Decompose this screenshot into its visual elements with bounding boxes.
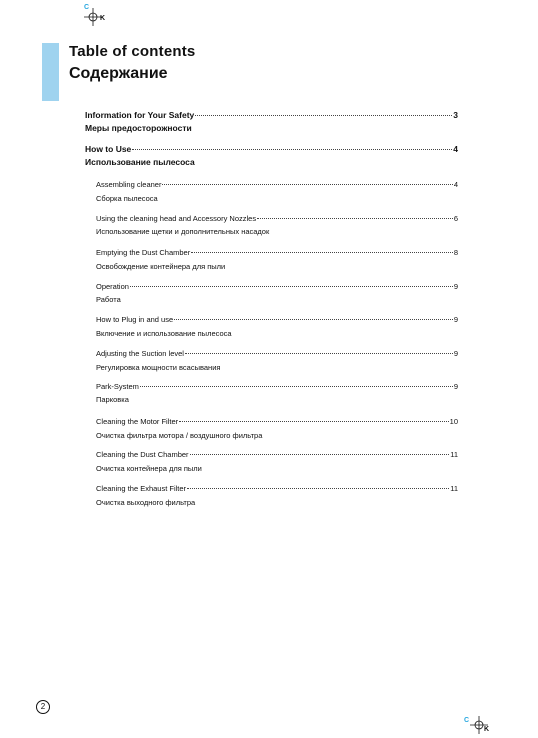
toc-entry-plug-in[interactable]	[96, 315, 458, 324]
toc-entry-page: 4	[453, 180, 458, 189]
toc-entry-title: Assembling cleaner	[96, 180, 162, 189]
dot-leader	[185, 353, 453, 354]
toc-entry-title: Cleaning the Dust Chamber	[96, 450, 189, 459]
toc-entry-page: 9	[453, 315, 458, 324]
toc-entry-how-to-use[interactable]	[85, 144, 458, 154]
toc-entry-exhaust-filter[interactable]	[96, 484, 458, 493]
toc-entry-subtitle: Включение и использование пылесоса	[96, 329, 232, 338]
toc-entry-page: 6	[453, 214, 458, 223]
page-title-en: Table of contents	[69, 43, 196, 60]
dot-leader	[187, 488, 449, 489]
toc-entry-operation[interactable]	[96, 282, 458, 291]
toc-entry-title: Cleaning the Exhaust Filter	[96, 484, 187, 493]
toc-entry-title: How to Plug in and use	[96, 315, 174, 324]
page-title-ru: Содержание	[69, 65, 168, 82]
toc-entry-page: 9	[453, 282, 458, 291]
registration-k-label: K	[484, 726, 490, 733]
toc-entry-page: 4	[453, 144, 458, 154]
toc-entry-page: 8	[453, 248, 458, 257]
toc-entry-subtitle: Парковка	[96, 395, 129, 404]
toc-entry-cleaning-head[interactable]	[96, 214, 458, 223]
dot-leader	[174, 319, 453, 320]
toc-entry-subtitle: Освобождение контейнера для пыли	[96, 262, 226, 271]
crosshair-icon	[84, 8, 102, 26]
toc-entry-page: 9	[453, 349, 458, 358]
dot-leader	[257, 218, 453, 219]
toc-entry-title: Cleaning the Motor Filter	[96, 417, 179, 426]
toc-entry-assembling[interactable]	[96, 180, 458, 189]
dot-leader	[179, 421, 449, 422]
dot-leader	[130, 286, 453, 287]
crosshair-icon	[470, 716, 488, 734]
registration-mark-bottom	[464, 712, 494, 738]
toc-entry-page: 10	[449, 417, 458, 426]
toc-entry-title: Using the cleaning head and Accessory Nozzles	[96, 214, 257, 223]
registration-c-label: C	[464, 717, 470, 724]
toc-entry-emptying[interactable]	[96, 248, 458, 257]
toc-entry-title: Information for Your Safety	[85, 110, 195, 120]
toc-entry-subtitle: Использование пылесоса	[85, 157, 195, 167]
toc-entry-subtitle: Регулировка мощности всасывания	[96, 363, 221, 372]
toc-entry-subtitle: Работа	[96, 295, 121, 304]
dot-leader	[195, 115, 452, 116]
registration-k-label: K	[100, 15, 106, 22]
toc-entry-page: 11	[450, 484, 458, 493]
toc-entry-subtitle: Сборка пылесоса	[96, 194, 158, 203]
toc-entry-subtitle: Меры предосторожности	[85, 123, 192, 133]
toc-entry-page: 11	[450, 450, 458, 459]
toc-entry-title: Emptying the Dust Chamber	[96, 248, 191, 257]
toc-entry-page: 9	[453, 382, 458, 391]
section-color-bar	[42, 43, 59, 101]
toc-entry-suction[interactable]	[96, 349, 458, 358]
dot-leader	[190, 454, 450, 455]
dot-leader	[191, 252, 453, 253]
toc-entry-park-system[interactable]	[96, 382, 458, 391]
dot-leader	[132, 149, 452, 150]
toc-entry-safety[interactable]	[85, 110, 458, 120]
toc-entry-title: Park-System	[96, 382, 139, 391]
toc-entry-title: Adjusting the Suction level	[96, 349, 184, 358]
toc-entry-cleaning-dust-chamber[interactable]	[96, 450, 458, 459]
toc-entry-title: Operation	[96, 282, 129, 291]
dot-leader	[140, 386, 453, 387]
page-number: 2	[36, 700, 50, 714]
toc-entry-subtitle: Очистка фильтра мотора / воздушного фильтра	[96, 431, 263, 440]
toc-entry-subtitle: Очистка выходного фильтра	[96, 498, 196, 507]
toc-entry-subtitle: Очистка контейнера для пыли	[96, 464, 202, 473]
registration-mark-top	[78, 4, 108, 30]
toc-entry-subtitle: Использование щетки и дополнительных насадок	[96, 227, 270, 236]
dot-leader	[162, 184, 452, 185]
toc-entry-page: 3	[453, 110, 458, 120]
toc-entry-title: How to Use	[85, 144, 132, 154]
registration-c-label: C	[84, 4, 90, 11]
toc-entry-motor-filter[interactable]	[96, 417, 458, 426]
